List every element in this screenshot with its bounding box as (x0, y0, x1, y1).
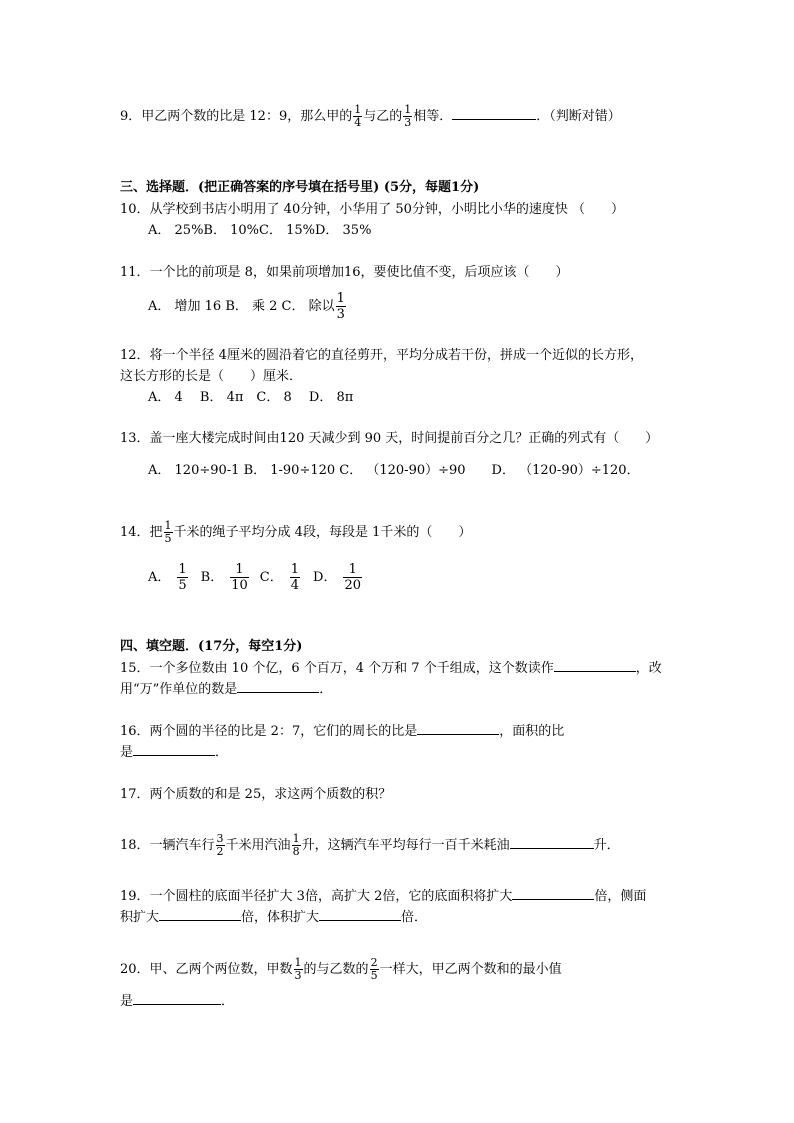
section-heading-choice: 三、选择题．(把正确答案的序号填在括号里) (5分，每题1分) (120, 180, 480, 195)
answer-blank[interactable] (510, 836, 594, 849)
question-11-options: A． 增加 16 B． 乘 2 C． 除以 $\frac{1}{3}$ (148, 291, 345, 322)
fraction: $\frac{1}{10}$ (231, 562, 248, 593)
question-9: 9．甲乙两个数的比是 12：9，那么甲的 $\frac{1}{4}$ 与乙的 $\frac{1}{3}$ 相等． ．（判断对错） (120, 103, 621, 129)
answer-blank[interactable] (159, 908, 241, 921)
fraction: $\frac{1}{3}$ (336, 291, 345, 322)
fraction: $\frac{1}{4}$ (354, 103, 362, 129)
question-10: 10．从学校到书店小明用了 40分钟，小华用了 50分钟，小明比小华的速度快 （ ） (120, 202, 625, 217)
question-20-line1: 20．甲、乙两个两位数，甲数 $\frac{1}{3}$ 的与乙数的 $\frac{2}{5}$ 一样大，甲乙两个数和的最小值 (120, 956, 562, 982)
question-18: 18．一辆汽车行 $\frac{3}{2}$ 千米用汽油 $\frac{1}{8}$ 升，这辆汽车平均每行一百千米耗油 升． (120, 832, 620, 858)
question-19-line1: 19．一个圆柱的底面半径扩大 3倍，高扩大 2倍，它的底面积将扩大 倍，侧面 (120, 889, 647, 904)
fraction: $\frac{1}{4}$ (290, 562, 300, 593)
question-16-line2: 是 ． (120, 745, 229, 760)
question-14-options: A． $\frac{1}{5}$ B． $\frac{1}{10}$ C． $\frac{1}{4}$ D． $\frac{1}{20}$ (148, 562, 361, 593)
answer-blank[interactable] (133, 992, 221, 1005)
question-12-line2: 这长方形的长是（ ）厘米． (120, 369, 303, 384)
answer-blank[interactable] (452, 107, 536, 120)
question-17: 17．两个质数的和是 25，求这两个质数的积？ (120, 787, 392, 802)
answer-blank[interactable] (417, 722, 499, 735)
answer-blank[interactable] (237, 680, 319, 693)
fraction: $\frac{2}{5}$ (370, 956, 378, 982)
question-19-line2: 积扩大 倍，体积扩大 倍． (120, 910, 428, 925)
question-12-line1: 12．将一个半径 4厘米的圆沿着它的直径剪开，平均分成若干份，拼成一个近似的长方形， (120, 348, 643, 363)
question-15-line2: 用“万”作单位的数是 ． (120, 682, 333, 697)
answer-blank[interactable] (133, 743, 215, 756)
question-10-options: A． 25%B． 10%C． 15%D． 35% (148, 223, 372, 238)
answer-blank[interactable] (319, 908, 401, 921)
fraction: $\frac{1}{3}$ (404, 103, 412, 129)
question-15-line1: 15．一个多位数由 10 个亿，6 个百万，4 个万和 7 个千组成，这个数读作 ，改 (120, 661, 662, 676)
fraction: $\frac{1}{3}$ (294, 956, 302, 982)
question-13-options: A． 120÷90-1 B． 1-90÷120 C． （120-90）÷90 D． （120-90）÷120． (148, 463, 640, 478)
section-heading-fill: 四、填空题．(17分，每空1分) (120, 639, 303, 654)
question-11: 11．一个比的前项是 8，如果前项增加16，要使比值不变，后项应该（ ） (120, 265, 569, 280)
fraction: $\frac{3}{2}$ (216, 832, 224, 858)
question-20-line2: 是 ． (120, 994, 235, 1009)
answer-blank[interactable] (512, 887, 594, 900)
fraction: $\frac{1}{20}$ (344, 562, 361, 593)
question-14: 14．把 $\frac{1}{5}$ 千米的绳子平均分成 4段，每段是 1千米的（ ） (120, 519, 472, 545)
fraction: $\frac{1}{5}$ (178, 562, 187, 593)
question-13: 13．盖一座大楼完成时间由120 天减少到 90 天，时间提前百分之几？正确的列式有（ ） (120, 431, 659, 446)
question-12-options: A． 4 B． 4π C． 8 D． 8π (148, 390, 354, 405)
fraction: $\frac{1}{8}$ (292, 832, 300, 858)
question-16-line1: 16．两个圆的半径的比是 2：7，它们的周长的比是 ，面积的比 (120, 724, 565, 739)
answer-blank[interactable] (554, 659, 636, 672)
fraction: $\frac{1}{5}$ (164, 519, 172, 545)
